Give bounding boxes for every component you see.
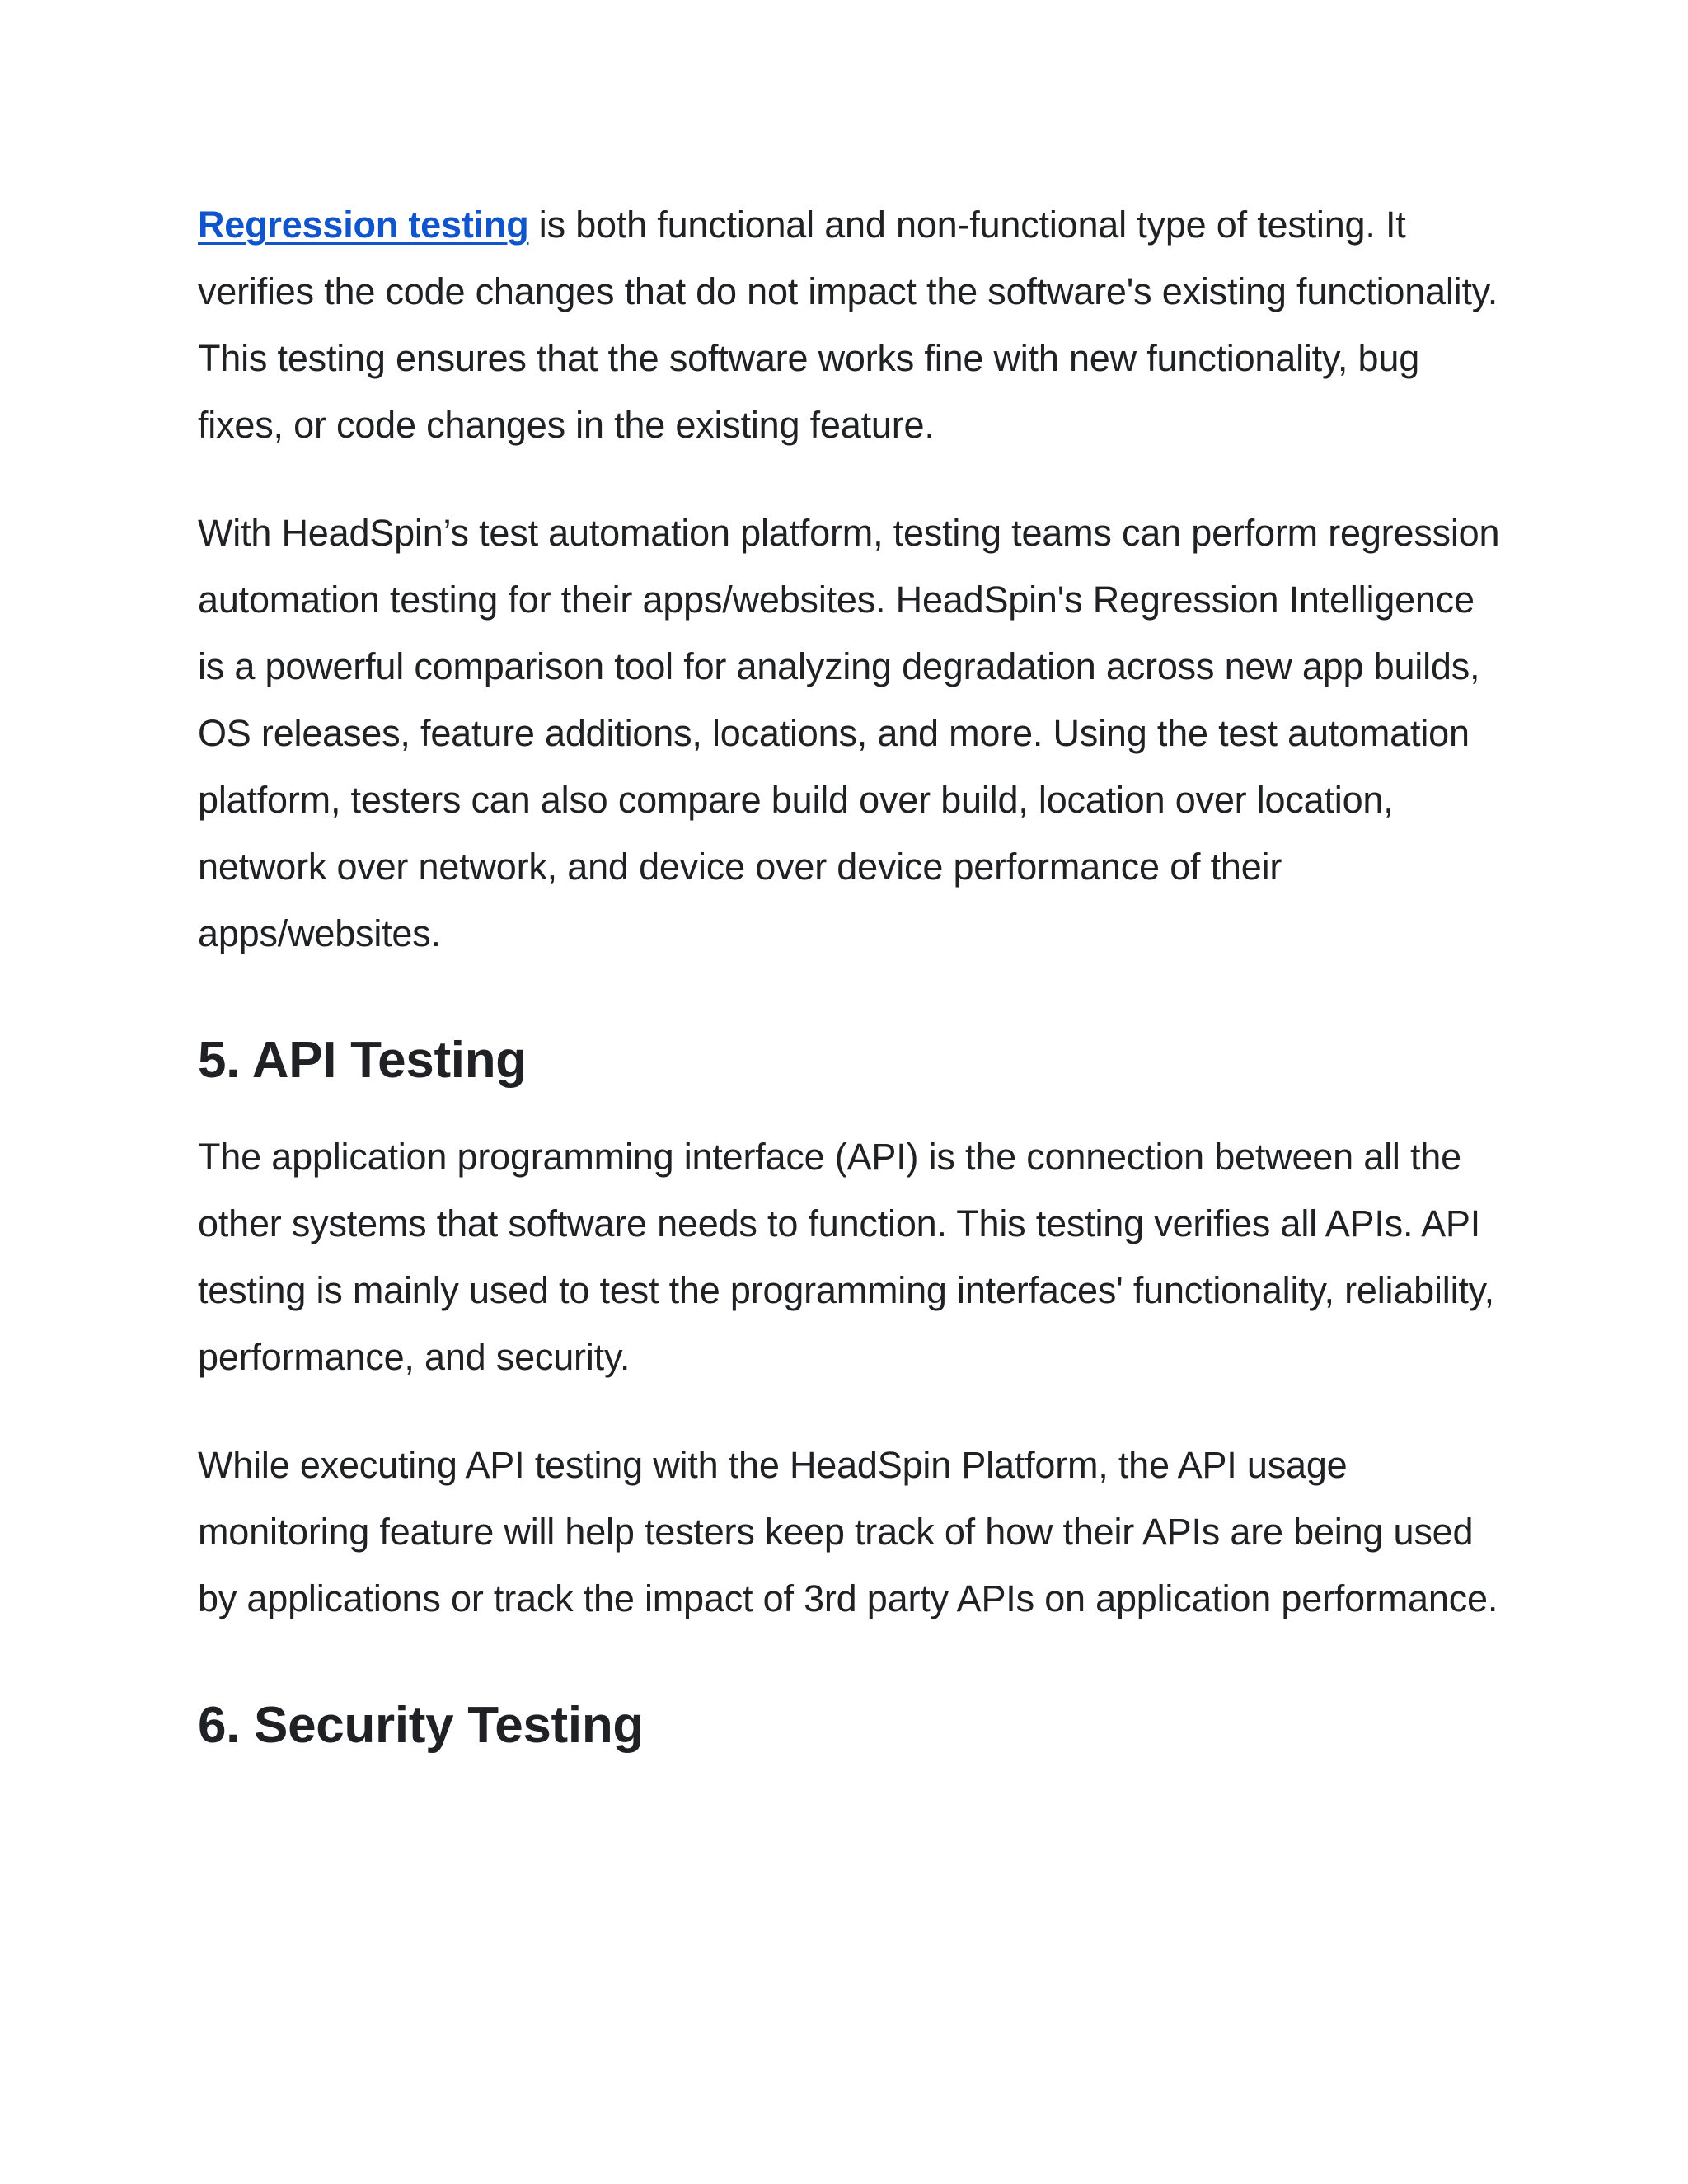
security-testing-heading: 6. Security Testing	[198, 1697, 644, 1754]
api-testing-heading: 5. API Testing	[198, 1032, 527, 1089]
regression-headspin-paragraph: With HeadSpin’s test automation platform, testing teams can perform regression automation testing for their apps/websites. HeadSpin's Regression Intelligence is a powerful comparison tool for analyzing degradation across new app builds, OS releases, feature additions, locations, and more. Using the test automation platform, testers can also compare build over build, location over location, network over network, and device over device performance of their apps/websites.	[198, 512, 1500, 954]
regression-testing-link[interactable]: Regression testing	[198, 204, 529, 246]
regression-intro-text: is both functional and non-functional type of testing. It verifies the code changes that do not impact the software's existing functionality. This testing ensures that the software works fine with new functionality, bug fixes, or code changes in the existing feature.	[198, 204, 1498, 446]
api-testing-paragraph: The application programming interface (API) is the connection between all the other systems that software needs to function. This testing verifies all APIs. API testing is mainly used to test the programming interfaces' functionality, reliability, performance, and security.	[198, 1136, 1494, 1378]
api-headspin-paragraph: While executing API testing with the HeadSpin Platform, the API usage monitoring feature will help testers keep track of how their APIs are being used by applications or track the impact of 3rd party APIs on application performance.	[198, 1444, 1498, 1619]
regression-intro-paragraph	[198, 191, 1500, 458]
article-body	[198, 191, 1500, 1788]
